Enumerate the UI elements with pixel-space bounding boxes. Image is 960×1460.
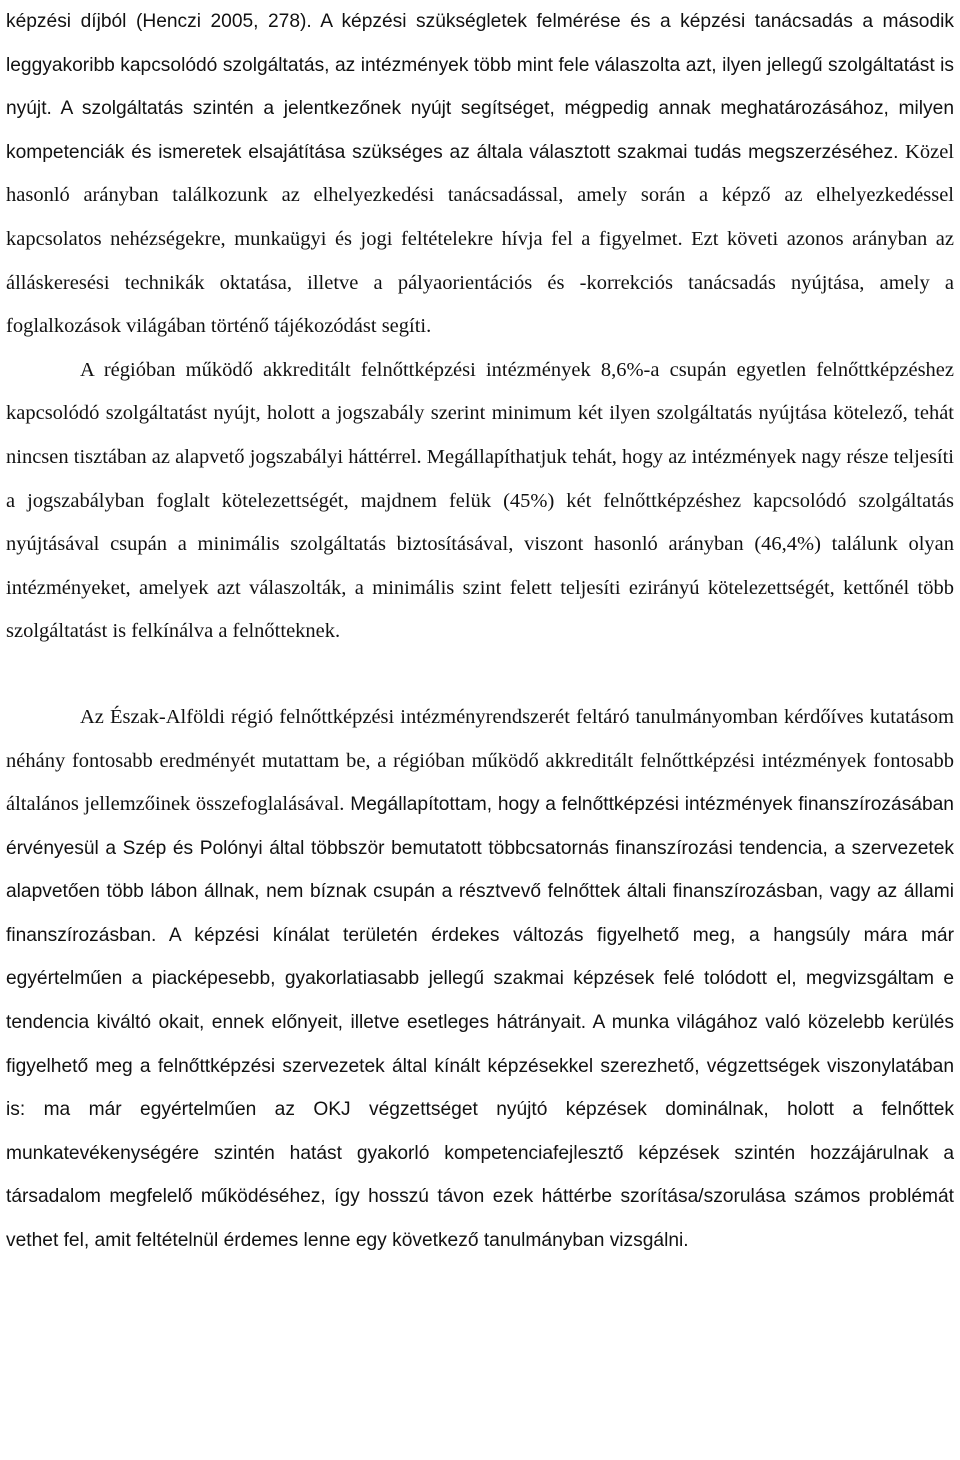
paragraph-3-text-b: Megállapítottam, hogy a felnőttképzési intézmények finanszírozásában érvényesül a Szép és Polónyi által többször bemutatott többcsatornás finanszírozási tendencia, a szervezetek alapvetően több lábon állnak, nem bíznak csupán a résztvevő felnőttek általi finanszírozásban, vagy az állami finanszírozásban. A képzési kínálat területén érdekes változás figyelhető meg, a hangsúly mára már egyértelműen a piacképesebb, gyakorlatiasabb jellegű szakmai képzések felé tolódott el, megvizsgáltam e tendencia kiváltó okait, ennek előnyeit, illetve esetleges hátrányait. A munka világához való közelebb kerülés figyelhető meg a felnőttképzési szervezetek által kínált képzésekkel szerezhető, végzettségek viszonylatában is: ma már egyértelműen az OKJ végzettséget nyújtó képzések dominálnak, holott a felnőttek munkatevékenységére szintén hatást gyakorló kompetenciafejlesztő képzések szintén hozzájárulnak a társadalom megfelelő működéséhez, így hosszú távon ezek háttérbe szorítása/szorulása számos problémát vethet fel, amit feltételnül érdemes lenne egy következő tanulmányban vizsgálni. xyxy=(6,794,954,1252)
paragraph-1 xyxy=(6,0,954,349)
paragraph-2-text: A régióban működő akkreditált felnőttképzési intézmények 8,6%-a csupán egyetlen felnőttképzéshez kapcsolódó szolgáltatást nyújt, holott a jogszabály szerint minimum két ilyen szolgáltatás nyújtása kötelező, tehát nincsen tisztában az alapvető jogszabályi háttérrel. Megállapíthatjuk tehát, hogy az intézmények nagy része teljesíti a jogszabályban foglalt kötelezettségét, majdnem felük (45%) két felnőttképzéshez kapcsolódó szolgáltatás nyújtásával csupán a minimális szolgáltatás biztosításával, viszont hasonló arányban (46,4%) találunk olyan intézményeket, amelyek azt válaszolták, a minimális szint felett teljesíti ezirányú kötelezettségét, kettőnél több szolgáltatást is felkínálva a felnőtteknek. xyxy=(6,358,954,643)
paragraph-3-text-a: Az Észak-Alföldi régió felnőttképzési intézményrendszerét feltáró tanulmányomban kérdőíves kutatásom néhány fontosabb eredményét mutattam be, a régióban működő akkreditált felnőttképzési intézmények fontosabb általános jellemzőinek összefoglalásával. xyxy=(6,705,954,816)
paragraph-spacer xyxy=(6,654,954,696)
paragraph-1-text-b: Közel hasonló arányban találkozunk az elhelyezkedési tanácsadással, amely során a képző az elhelyezkedéssel kapcsolatos nehézségekre, munkaügyi és jogi feltételekre hívja fel a figyelmet. Ezt követi azonos arányban az álláskeresési technikák oktatása, illetve a pályaorientációs és -korrekciós tanácsadás nyújtása, amely a foglalkozások világában történő tájékozódást segíti. xyxy=(6,140,954,338)
paragraph-3 xyxy=(6,696,954,1263)
paragraph-1-text-a: képzési díjból (Henczi 2005, 278). A képzési szükségletek felmérése és a képzési tanácsadás a második leggyakoribb kapcsolódó szolgáltatás, az intézmények több mint fele válaszolta azt, ilyen jellegű szolgáltatást is nyújt. A szolgáltatás szintén a jelentkezőnek nyújt segítséget, mégpedig annak meghatározásához, milyen kompetenciák és ismeretek elsajátítása szükséges az általa választott szakmai tudás megszerzéséhez. xyxy=(6,11,954,163)
paragraph-2 xyxy=(6,349,954,654)
document-page xyxy=(6,0,954,1263)
